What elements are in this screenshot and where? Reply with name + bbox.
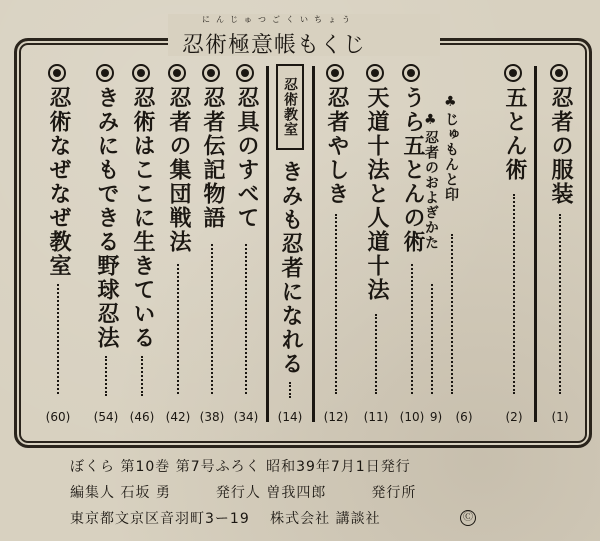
leader-dots bbox=[335, 214, 337, 394]
toc-entry-title: 忍者のおよぎかた bbox=[423, 130, 439, 250]
toc-entry-page: (46) bbox=[129, 410, 155, 424]
toc-entry-page: (34) bbox=[233, 410, 259, 424]
toc-entry bbox=[160, 64, 196, 424]
leader-dots bbox=[177, 264, 179, 394]
club-icon: ♣ bbox=[444, 94, 457, 110]
toc-entry bbox=[124, 64, 160, 424]
toc-entry-title: 忍者やしき bbox=[324, 86, 349, 206]
toc-entry-title: じゅもんと印 bbox=[443, 112, 459, 202]
bullet-icon bbox=[202, 64, 220, 82]
leader-dots bbox=[57, 284, 59, 394]
toc-entry-title: きみにもできる野球忍法 bbox=[94, 86, 119, 350]
toc-entry-page: (2) bbox=[505, 410, 523, 424]
toc-entry-page: (54) bbox=[93, 410, 119, 424]
toc-entry bbox=[542, 64, 578, 424]
column-divider bbox=[534, 66, 537, 422]
toc-entry-title: 忍者伝記物語 bbox=[200, 86, 225, 230]
toc-entry bbox=[318, 64, 354, 424]
toc-entry-title: 忍術はここに生きている bbox=[130, 86, 155, 350]
toc-entry bbox=[272, 64, 308, 424]
leader-dots bbox=[559, 214, 561, 394]
bullet-icon bbox=[132, 64, 150, 82]
toc-entry-title: 忍者の集団戦法 bbox=[166, 86, 191, 254]
bullet-icon bbox=[550, 64, 568, 82]
copyright-icon: Ⓒ bbox=[460, 510, 476, 526]
toc-entry bbox=[358, 64, 394, 424]
page-title: 忍術極意帳もくじ bbox=[182, 33, 367, 58]
colophon-issue: ぼくら 第10巻 第7号ふろく 昭和39年7月1日発行 bbox=[70, 459, 411, 475]
leader-dots bbox=[141, 356, 143, 396]
toc-entry-title: きみも忍者になれる bbox=[278, 160, 303, 376]
bullet-icon bbox=[236, 64, 254, 82]
toc-entry-title: 天道十法と人道十法 bbox=[364, 86, 389, 302]
leader-dots bbox=[411, 264, 413, 394]
leader-dots bbox=[105, 356, 107, 396]
leader-dots bbox=[289, 382, 291, 398]
club-icon: ♣ bbox=[424, 112, 437, 128]
bullet-icon bbox=[504, 64, 522, 82]
toc-entry-title: 五とん術 bbox=[502, 86, 527, 182]
toc-entry-page: (1) bbox=[551, 410, 569, 424]
toc-entry-page: (38) bbox=[199, 410, 225, 424]
leader-dots bbox=[513, 194, 515, 394]
title-area bbox=[168, 14, 440, 56]
leader-dots bbox=[431, 284, 433, 394]
toc-entry bbox=[88, 64, 124, 424]
toc-entry-page: (11) bbox=[363, 410, 389, 424]
bullet-icon bbox=[326, 64, 344, 82]
toc-entry-page: (6) bbox=[455, 410, 473, 424]
toc-entry bbox=[194, 64, 230, 424]
toc-entry-title: 忍者の服装 bbox=[548, 86, 573, 206]
toc-entry-page: (42) bbox=[165, 410, 191, 424]
toc-entry-title: 忍術なぜなぜ教室 bbox=[46, 86, 71, 278]
toc-entry-page: (60) bbox=[45, 410, 71, 424]
toc-entry bbox=[394, 64, 430, 424]
toc-entry bbox=[496, 64, 532, 424]
bullet-icon bbox=[402, 64, 420, 82]
leader-dots bbox=[451, 234, 453, 394]
title-ruby: にんじゅつごくいちょう bbox=[202, 15, 356, 24]
column-divider bbox=[266, 66, 269, 422]
bullet-icon bbox=[48, 64, 66, 82]
toc-entry-page: (14) bbox=[277, 410, 303, 424]
leader-dots bbox=[375, 314, 377, 394]
column-divider bbox=[312, 66, 315, 422]
colophon-staff: 編集人 石坂 勇 発行人 曽我四郎 発行所 bbox=[70, 485, 417, 501]
toc-entry bbox=[228, 64, 264, 424]
bullet-icon bbox=[96, 64, 114, 82]
section-badge: 忍術教室 bbox=[276, 64, 304, 150]
toc-entry-page: (10) bbox=[399, 410, 425, 424]
toc-entry-title: うら五とんの術 bbox=[400, 86, 425, 254]
toc-entry-page: (12) bbox=[323, 410, 349, 424]
toc-entry-title: 忍具のすべて bbox=[234, 86, 259, 230]
colophon-address: 東京都文京区音羽町3ー19 株式会社 講談社 bbox=[70, 511, 381, 527]
bullet-icon bbox=[366, 64, 384, 82]
bullet-icon bbox=[168, 64, 186, 82]
leader-dots bbox=[211, 244, 213, 394]
toc-entry bbox=[40, 64, 76, 424]
leader-dots bbox=[245, 244, 247, 394]
toc-entry-page: 9) bbox=[429, 410, 443, 424]
